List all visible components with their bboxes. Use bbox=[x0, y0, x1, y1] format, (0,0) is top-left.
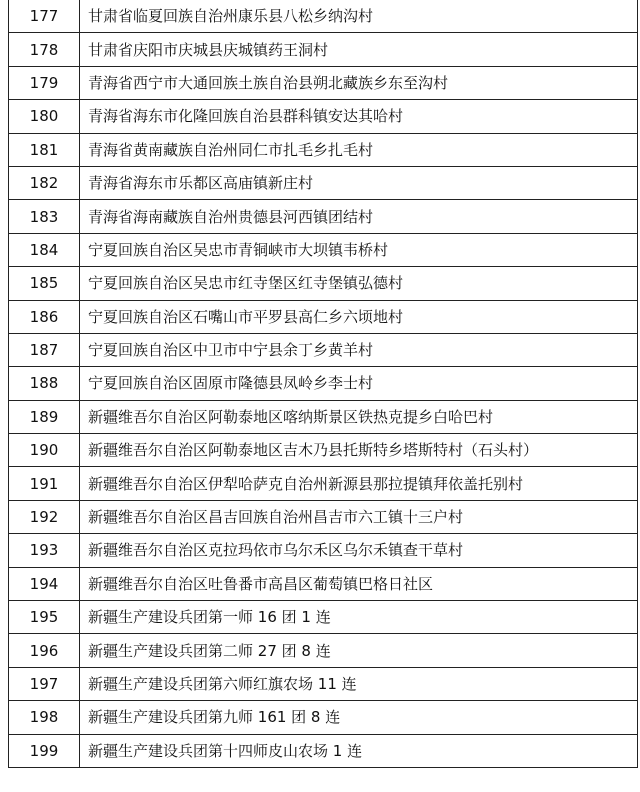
row-number: 182 bbox=[9, 166, 80, 199]
row-number: 199 bbox=[9, 734, 80, 767]
table-row bbox=[9, 0, 638, 33]
table-row bbox=[9, 200, 638, 233]
table-row bbox=[9, 601, 638, 634]
village-name: 甘肃省庆阳市庆城县庆城镇药王洞村 bbox=[80, 33, 638, 66]
village-name: 甘肃省临夏回族自治州康乐县八松乡纳沟村 bbox=[80, 0, 638, 33]
table-row bbox=[9, 667, 638, 700]
village-name: 新疆维吾尔自治区吐鲁番市高昌区葡萄镇巴格日社区 bbox=[80, 567, 638, 600]
table-row bbox=[9, 33, 638, 66]
table-row bbox=[9, 567, 638, 600]
village-name: 新疆生产建设兵团第十四师皮山农场 1 连 bbox=[80, 734, 638, 767]
row-number: 177 bbox=[9, 0, 80, 33]
table-body bbox=[9, 0, 638, 767]
row-number: 180 bbox=[9, 100, 80, 133]
row-number: 186 bbox=[9, 300, 80, 333]
row-number: 191 bbox=[9, 467, 80, 500]
village-name: 宁夏回族自治区吴忠市红寺堡区红寺堡镇弘德村 bbox=[80, 267, 638, 300]
table-row bbox=[9, 400, 638, 433]
table-row bbox=[9, 300, 638, 333]
row-number: 187 bbox=[9, 333, 80, 366]
table-row bbox=[9, 100, 638, 133]
row-number: 196 bbox=[9, 634, 80, 667]
table-row bbox=[9, 166, 638, 199]
table-row bbox=[9, 734, 638, 767]
table-row bbox=[9, 267, 638, 300]
village-name: 新疆生产建设兵团第二师 27 团 8 连 bbox=[80, 634, 638, 667]
row-number: 185 bbox=[9, 267, 80, 300]
village-name: 新疆生产建设兵团第一师 16 团 1 连 bbox=[80, 601, 638, 634]
row-number: 195 bbox=[9, 601, 80, 634]
table-row bbox=[9, 133, 638, 166]
village-name: 青海省黄南藏族自治州同仁市扎毛乡扎毛村 bbox=[80, 133, 638, 166]
table-row bbox=[9, 333, 638, 366]
table-row bbox=[9, 66, 638, 99]
row-number: 178 bbox=[9, 33, 80, 66]
table-row bbox=[9, 634, 638, 667]
village-name: 宁夏回族自治区吴忠市青铜峡市大坝镇韦桥村 bbox=[80, 233, 638, 266]
village-list-table bbox=[8, 0, 638, 768]
table-row bbox=[9, 434, 638, 467]
row-number: 192 bbox=[9, 500, 80, 533]
row-number: 181 bbox=[9, 133, 80, 166]
row-number: 183 bbox=[9, 200, 80, 233]
row-number: 179 bbox=[9, 66, 80, 99]
table-row bbox=[9, 500, 638, 533]
village-name: 新疆维吾尔自治区克拉玛依市乌尔禾区乌尔禾镇查干草村 bbox=[80, 534, 638, 567]
table-row bbox=[9, 367, 638, 400]
village-name: 新疆生产建设兵团第六师红旗农场 11 连 bbox=[80, 667, 638, 700]
village-list-table-container bbox=[8, 0, 638, 768]
village-name: 新疆生产建设兵团第九师 161 团 8 连 bbox=[80, 701, 638, 734]
row-number: 190 bbox=[9, 434, 80, 467]
row-number: 184 bbox=[9, 233, 80, 266]
village-name: 青海省海东市化隆回族自治县群科镇安达其哈村 bbox=[80, 100, 638, 133]
row-number: 189 bbox=[9, 400, 80, 433]
village-name: 青海省海南藏族自治州贵德县河西镇团结村 bbox=[80, 200, 638, 233]
village-name: 新疆维吾尔自治区阿勒泰地区喀纳斯景区铁热克提乡白哈巴村 bbox=[80, 400, 638, 433]
row-number: 197 bbox=[9, 667, 80, 700]
village-name: 宁夏回族自治区中卫市中宁县余丁乡黄羊村 bbox=[80, 333, 638, 366]
row-number: 198 bbox=[9, 701, 80, 734]
row-number: 194 bbox=[9, 567, 80, 600]
table-row bbox=[9, 233, 638, 266]
village-name: 新疆维吾尔自治区伊犁哈萨克自治州新源县那拉提镇拜依盖托别村 bbox=[80, 467, 638, 500]
village-name: 新疆维吾尔自治区昌吉回族自治州昌吉市六工镇十三户村 bbox=[80, 500, 638, 533]
table-row bbox=[9, 534, 638, 567]
village-name: 青海省海东市乐都区高庙镇新庄村 bbox=[80, 166, 638, 199]
table-row bbox=[9, 701, 638, 734]
row-number: 193 bbox=[9, 534, 80, 567]
village-name: 宁夏回族自治区石嘴山市平罗县高仁乡六顷地村 bbox=[80, 300, 638, 333]
table-row bbox=[9, 467, 638, 500]
village-name: 新疆维吾尔自治区阿勒泰地区吉木乃县托斯特乡塔斯特村（石头村） bbox=[80, 434, 638, 467]
row-number: 188 bbox=[9, 367, 80, 400]
village-name: 青海省西宁市大通回族土族自治县朔北藏族乡东至沟村 bbox=[80, 66, 638, 99]
village-name: 宁夏回族自治区固原市隆德县凤岭乡李士村 bbox=[80, 367, 638, 400]
